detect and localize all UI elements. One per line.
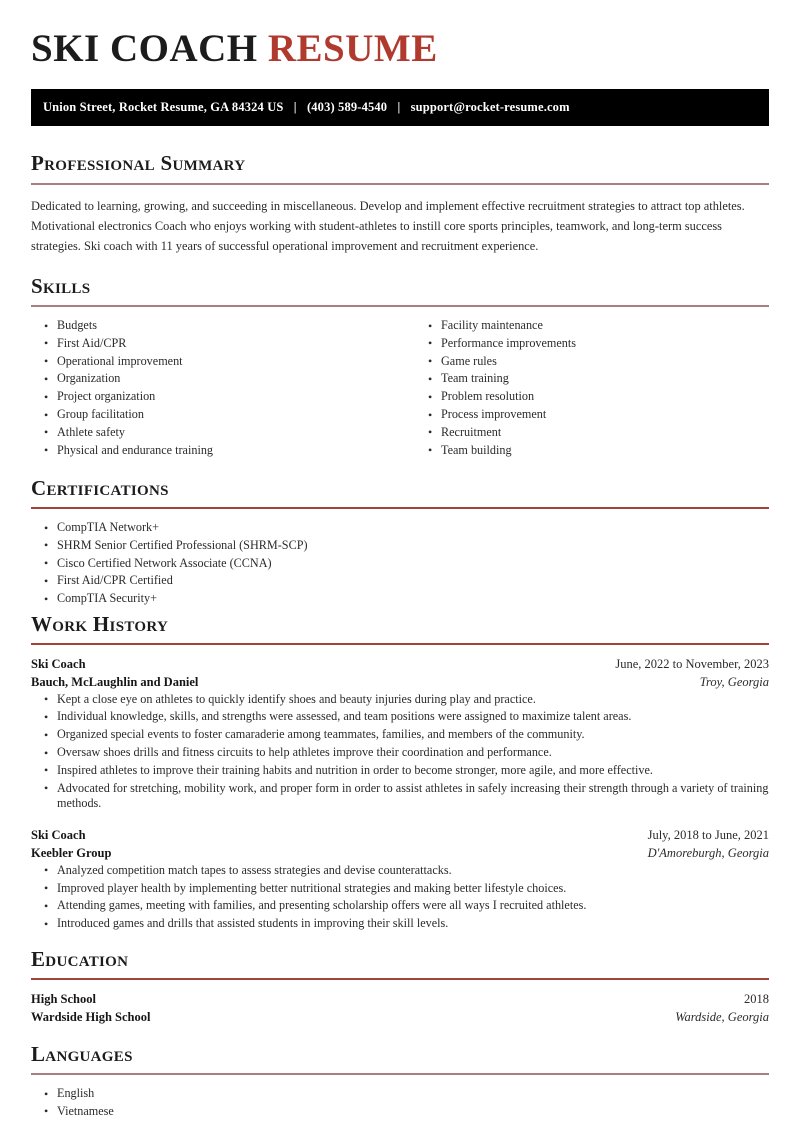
section-certifications bbox=[31, 477, 769, 607]
professional-summary-text: Dedicated to learning, growing, and succeeding in miscellaneous. Develop and implement effective recruitment strategies to attract top athletes. Motivational electronics Coach who enjoys working with student-athletes to instill core sports principles, teamwork, and long-term success strategies. Ski coach with 11 years of successful operational improvement and recruitment experience. bbox=[31, 198, 745, 254]
work-entry-title-row bbox=[31, 656, 769, 674]
work-history-entry bbox=[31, 827, 769, 931]
list-item: • Performance improvements bbox=[415, 336, 769, 351]
section-heading-education: Education bbox=[31, 946, 129, 971]
education-degree: High School bbox=[31, 992, 96, 1007]
work-location: D'Amoreburgh, Georgia bbox=[647, 846, 769, 861]
list-item: • English bbox=[31, 1086, 769, 1101]
work-job-title: Ski Coach bbox=[31, 657, 86, 672]
list-item: • Attending games, meeting with families, and presenting scholarship offers were all ways I recruited athletes. bbox=[31, 898, 769, 913]
list-item: • Individual knowledge, skills, and strengths were assessed, and team positions were assigned to maximize talent areas. bbox=[31, 709, 769, 724]
work-dates: July, 2018 to June, 2021 bbox=[647, 828, 769, 843]
list-item: • Problem resolution bbox=[415, 389, 769, 404]
section-skills bbox=[31, 275, 769, 461]
contact-address: Union Street, Rocket Resume, GA 84324 US bbox=[43, 100, 284, 115]
section-rule-education bbox=[31, 978, 769, 980]
skills-column-left bbox=[31, 318, 400, 461]
resume-title-accent: RESUME bbox=[267, 27, 438, 70]
work-company: Bauch, McLaughlin and Daniel bbox=[31, 674, 199, 689]
section-heading-work-history: Work History bbox=[31, 611, 169, 636]
list-item: • Budgets bbox=[31, 318, 400, 333]
skills-columns bbox=[31, 318, 769, 461]
section-rule-work-history bbox=[31, 643, 769, 645]
list-item: • Organized special events to foster camaraderie among teammates, families, and members of the community. bbox=[31, 727, 769, 742]
list-item: • Improved player health by implementing better nutritional strategies and making better lifestyle choices. bbox=[31, 881, 769, 896]
section-heading-languages: Languages bbox=[31, 1041, 133, 1066]
section-heading-certifications: Certifications bbox=[31, 475, 169, 500]
list-item: • Physical and endurance training bbox=[31, 443, 400, 458]
work-dates: June, 2022 to November, 2023 bbox=[615, 657, 769, 672]
list-item: • Vietnamese bbox=[31, 1104, 769, 1119]
work-entry-company-row bbox=[31, 674, 769, 692]
list-item: • Group facilitation bbox=[31, 407, 400, 422]
work-location: Troy, Georgia bbox=[699, 674, 769, 689]
section-rule-certifications bbox=[31, 507, 769, 509]
education-year: 2018 bbox=[744, 992, 769, 1007]
list-item: • Analyzed competition match tapes to assess strategies and devise counterattacks. bbox=[31, 863, 769, 878]
work-entry-company-row bbox=[31, 845, 769, 863]
skills-column-right bbox=[400, 318, 769, 461]
section-rule-skills bbox=[31, 305, 769, 307]
section-rule-languages bbox=[31, 1073, 769, 1075]
work-responsibilities-list bbox=[31, 863, 769, 932]
list-item: • Inspired athletes to improve their training habits and nutrition in order to become stronger, more agile, and more effective. bbox=[31, 763, 769, 778]
languages-list bbox=[31, 1086, 769, 1119]
work-job-title: Ski Coach bbox=[31, 828, 86, 843]
list-item: • Advocated for stretching, mobility work, and proper form in order to assist athletes in safely increasing their strength through a variety of training methods. bbox=[31, 781, 769, 812]
list-item: • CompTIA Security+ bbox=[31, 591, 769, 606]
list-item: • Cisco Certified Network Associate (CCNA) bbox=[31, 556, 769, 571]
skills-list-left bbox=[31, 318, 400, 458]
contact-email: support@rocket-resume.com bbox=[410, 100, 570, 115]
work-entry-title-row bbox=[31, 827, 769, 845]
contact-separator-2: | bbox=[397, 100, 401, 115]
list-item: • Team training bbox=[415, 371, 769, 386]
work-company: Keebler Group bbox=[31, 846, 112, 861]
list-item: • Project organization bbox=[31, 389, 400, 404]
list-item: • First Aid/CPR Certified bbox=[31, 573, 769, 588]
education-entry bbox=[31, 991, 769, 1027]
education-degree-row bbox=[31, 991, 769, 1009]
list-item: • SHRM Senior Certified Professional (SHRM-SCP) bbox=[31, 538, 769, 553]
list-item: • Operational improvement bbox=[31, 354, 400, 369]
section-work-history bbox=[31, 613, 769, 932]
education-school-row bbox=[31, 1009, 769, 1027]
list-item: • CompTIA Network+ bbox=[31, 520, 769, 535]
skills-list-right bbox=[415, 318, 769, 458]
list-item: • Game rules bbox=[415, 354, 769, 369]
list-item: • Introduced games and drills that assisted students in improving their skill levels. bbox=[31, 916, 769, 931]
list-item: • Oversaw shoes drills and fitness circuits to help athletes improve their coordination and performance. bbox=[31, 745, 769, 760]
section-heading-skills: Skills bbox=[31, 273, 91, 298]
contact-separator-1: | bbox=[293, 100, 297, 115]
resume-title bbox=[31, 28, 769, 69]
resume-title-primary: SKI COACH bbox=[31, 27, 258, 70]
list-item: • Athlete safety bbox=[31, 425, 400, 440]
section-languages bbox=[31, 1043, 769, 1120]
list-item: • Recruitment bbox=[415, 425, 769, 440]
work-responsibilities-list bbox=[31, 692, 769, 812]
list-item: • Process improvement bbox=[415, 407, 769, 422]
section-professional-summary bbox=[31, 152, 769, 256]
section-heading-professional-summary: Professional Summary bbox=[31, 151, 246, 176]
contact-bar bbox=[31, 89, 769, 126]
work-history-entry bbox=[31, 656, 769, 811]
education-school: Wardside High School bbox=[31, 1009, 151, 1024]
list-item: • Kept a close eye on athletes to quickly identify shoes and beauty injuries during play and practice. bbox=[31, 692, 769, 707]
list-item: • First Aid/CPR bbox=[31, 336, 400, 351]
list-item: • Team building bbox=[415, 443, 769, 458]
section-education bbox=[31, 948, 769, 1027]
contact-phone: (403) 589-4540 bbox=[306, 100, 388, 115]
section-rule-professional-summary bbox=[31, 183, 769, 185]
education-location: Wardside, Georgia bbox=[675, 1009, 769, 1024]
list-item: • Organization bbox=[31, 371, 400, 386]
list-item: • Facility maintenance bbox=[415, 318, 769, 333]
certifications-list bbox=[31, 520, 769, 607]
